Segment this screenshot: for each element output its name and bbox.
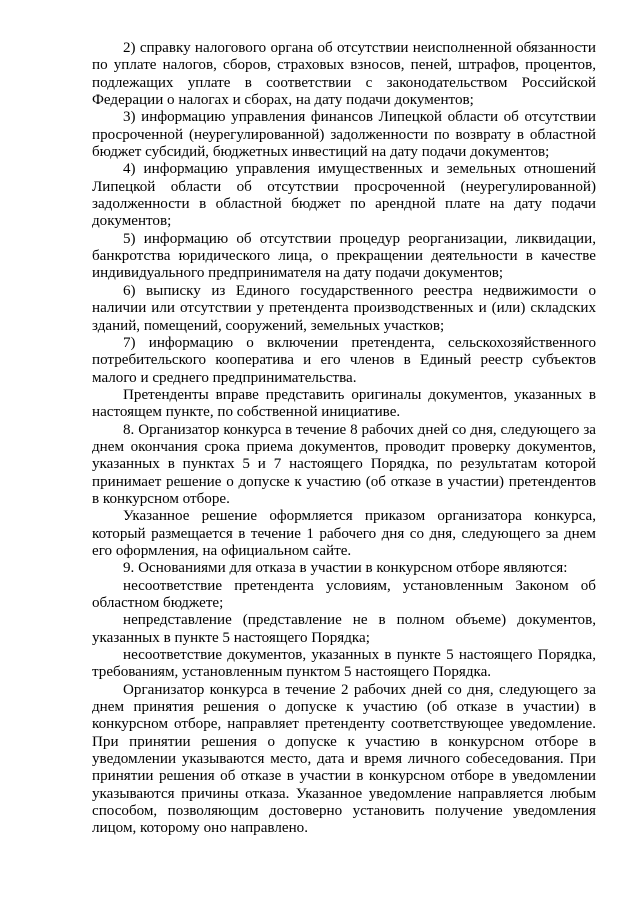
paragraph-item-7-sme-registry: 7) информацию о включении претендента, сельскохозяйственного потребительского кооператива и его членов в Единый реестр субъектов малого и среднего предпринимательства. — [92, 334, 596, 386]
paragraph-item-4-property-info: 4) информацию управления имущественных и земельных отношений Липецкой области об отсутствии просроченной (неурегулированной) задолженности в областной бюджет по арендной плате на дату подачи документов; — [92, 161, 596, 230]
paragraph-refusal-ground-3: несоответствие документов, указанных в пункте 5 настоящего Порядка, требованиям, установленным пунктом 5 настоящего Порядка. — [92, 647, 596, 681]
paragraph-section-8: 8. Организатор конкурса в течение 8 рабочих дней со дня, следующего за днем окончания срока приема документов, проводит проверку документов, указанных в пунктах 5 и 7 настоящего Порядка, по результатам которой принимает решение о допуске к участию (об отказе в участии) претендентов в конкурсном отборе. — [92, 421, 596, 507]
paragraph-refusal-ground-2: непредставление (представление не в полном объеме) документов, указанных в пункте 5 настоящего Порядка; — [92, 612, 596, 646]
paragraph-item-5-reorganization-info: 5) информацию об отсутствии процедур реорганизации, ликвидации, банкротства юридического лица, о прекращении деятельности в качестве индивидуального предпринимателя на дату подачи документов; — [92, 230, 596, 282]
paragraph-section-9: 9. Основаниями для отказа в участии в конкурсном отборе являются: — [123, 560, 568, 577]
paragraph-item-3-finance-info: 3) информацию управления финансов Липецкой области об отсутствии просроченной (неурегулированной) задолженности по возврату в областной бюджет субсидий, бюджетных инвестиций на дату подачи документов; — [92, 109, 596, 161]
paragraph-notification: Организатор конкурса в течение 2 рабочих дней со дня, следующего за днем принятия решения о допуске к участию (об отказе в участии) в конкурсном отборе, направляет претенденту соответствующее уведомление. При принятии решения о допуске к участию в конкурсном отборе в уведомлении указываются место, дата и время личного собеседования. При принятии решения об отказе в участии в конкурсном отборе в уведомлении указываются причины отказа. Указанное уведомление направляется любым способом, позволяющим достоверно установить получение уведомления лицом, которому оно направлено. — [92, 681, 596, 837]
document-page — [92, 40, 596, 838]
paragraph-originals-note: Претенденты вправе представить оригиналы документов, указанных в настоящем пункте, по собственной инициативе. — [92, 386, 596, 421]
paragraph-item-6-registry-extract: 6) выписку из Единого государственного реестра недвижимости о наличии или отсутствии у претендента производственных и (или) складских зданий, помещений, сооружений, земельных участков; — [92, 282, 596, 334]
paragraph-decision-order: Указанное решение оформляется приказом организатора конкурса, который размещается в течение 1 рабочего дня со дня, следующего за днем его оформления, на официальном сайте. — [92, 508, 596, 559]
paragraph-item-2-tax-certificate: 2) справку налогового органа об отсутствии неисполненной обязанности по уплате налогов, сборов, страховых взносов, пеней, штрафов, процентов, подлежащих уплате в соответствии с законодательством Российской Федерации о налогах и сборах, на дату подачи документов; — [92, 40, 596, 109]
paragraph-refusal-ground-1: несоответствие претендента условиям, установленным Законом об областном бюджете; — [92, 577, 596, 611]
